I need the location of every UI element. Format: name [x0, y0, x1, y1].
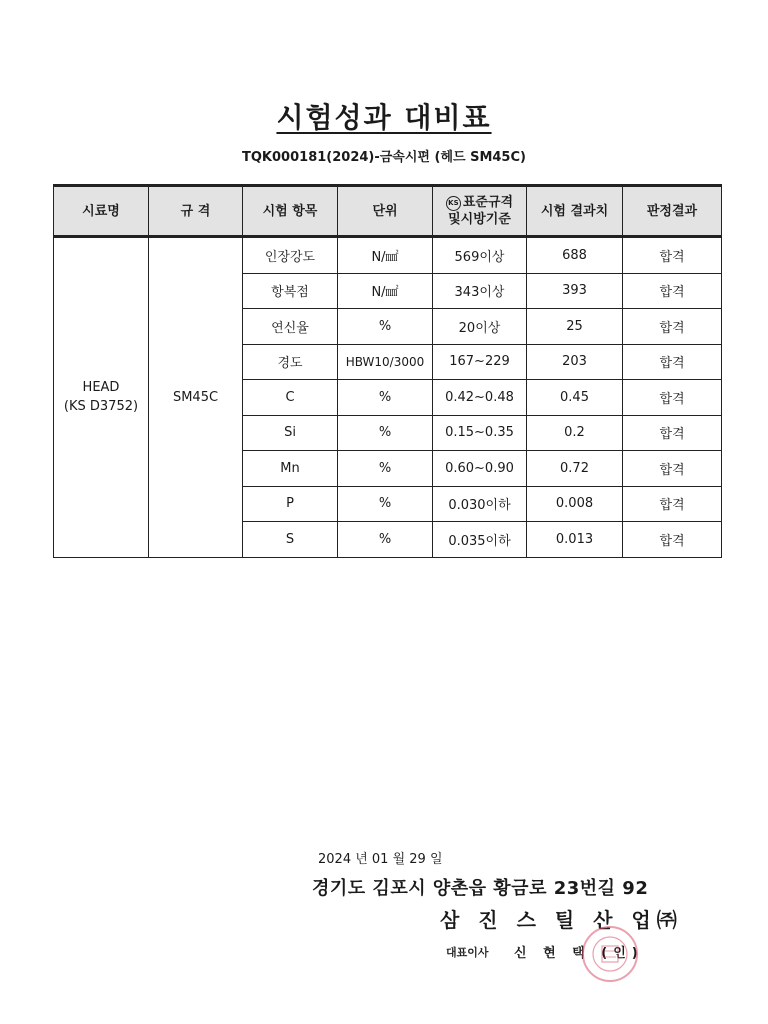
standard-cell: 569이상	[433, 237, 527, 274]
standard-cell: 0.15~0.35	[433, 415, 527, 451]
document-title-text: 시험성과 대비표	[276, 101, 492, 134]
result-cell: 203	[527, 344, 623, 380]
judgement-cell: 합격	[623, 237, 722, 274]
standard-cell: 20이상	[433, 309, 527, 345]
document-title	[0, 96, 768, 136]
judgement-cell: 합격	[623, 451, 722, 487]
test-item-cell: 인장강도	[243, 237, 338, 274]
header-test-item: 시험 항목	[243, 186, 338, 237]
judgement-cell: 합격	[623, 309, 722, 345]
test-item-cell: P	[243, 486, 338, 522]
ks-mark-icon: KS	[446, 196, 461, 211]
header-judgement: 판정결과	[623, 186, 722, 237]
unit-cell: %	[338, 522, 433, 558]
spec-cell: SM45C	[149, 237, 243, 558]
unit-cell: %	[338, 309, 433, 345]
document-subtitle: TQK000181(2024)-금속시편 (헤드 SM45C)	[242, 150, 526, 165]
result-cell: 0.72	[527, 451, 623, 487]
test-item-cell: 연신율	[243, 309, 338, 345]
result-cell: 393	[527, 273, 623, 309]
unit-cell: N/㎟	[338, 273, 433, 309]
header-standard-line1: 표준규격	[462, 195, 514, 210]
test-item-cell: 경도	[243, 344, 338, 380]
test-item-cell: Si	[243, 415, 338, 451]
judgement-cell: 합격	[623, 486, 722, 522]
test-item-cell: 항복점	[243, 273, 338, 309]
ceo-title: 대표이사	[446, 946, 489, 959]
standard-cell: 343이상	[433, 273, 527, 309]
sample-name-cell	[54, 237, 149, 558]
header-spec: 규 격	[149, 186, 243, 237]
result-cell: 0.45	[527, 380, 623, 416]
standard-cell: 167~229	[433, 344, 527, 380]
judgement-cell: 합격	[623, 344, 722, 380]
header-unit: 단위	[338, 186, 433, 237]
company-seal-icon	[580, 924, 640, 984]
unit-cell: %	[338, 451, 433, 487]
header-standard	[433, 186, 527, 237]
result-cell: 0.008	[527, 486, 623, 522]
ceo-name: 신 현 택 (인)	[514, 946, 644, 961]
test-item-cell: Mn	[243, 451, 338, 487]
table-header-row	[54, 186, 722, 237]
result-cell: 0.2	[527, 415, 623, 451]
result-cell: 25	[527, 309, 623, 345]
standard-cell: 0.60~0.90	[433, 451, 527, 487]
company-name: 삼 진 스 틸 산 업㈜	[440, 908, 683, 932]
unit-cell: N/㎟	[338, 237, 433, 274]
standard-cell: 0.42~0.48	[433, 380, 527, 416]
standard-cell: 0.030이하	[433, 486, 527, 522]
standard-cell: 0.035이하	[433, 522, 527, 558]
issue-date: 2024 년 01 월 29 일	[318, 852, 443, 867]
sample-name-line1: HEAD	[82, 380, 120, 396]
header-result: 시험 결과치	[527, 186, 623, 237]
header-standard-line2: 및시방기준	[448, 212, 511, 227]
result-cell: 688	[527, 237, 623, 274]
header-sample-name: 시료명	[54, 186, 149, 237]
judgement-cell: 합격	[623, 273, 722, 309]
company-address: 경기도 김포시 양촌읍 황금로 23번길 92	[312, 878, 649, 899]
judgement-cell: 합격	[623, 522, 722, 558]
judgement-cell: 합격	[623, 415, 722, 451]
test-item-cell: S	[243, 522, 338, 558]
result-cell: 0.013	[527, 522, 623, 558]
unit-cell: HBW10/3000	[338, 344, 433, 380]
unit-cell: %	[338, 415, 433, 451]
judgement-cell: 합격	[623, 380, 722, 416]
unit-cell: %	[338, 380, 433, 416]
table-row	[54, 237, 722, 274]
results-table	[53, 184, 722, 558]
test-item-cell: C	[243, 380, 338, 416]
sample-name-line2: (KS D3752)	[63, 399, 139, 415]
unit-cell: %	[338, 486, 433, 522]
